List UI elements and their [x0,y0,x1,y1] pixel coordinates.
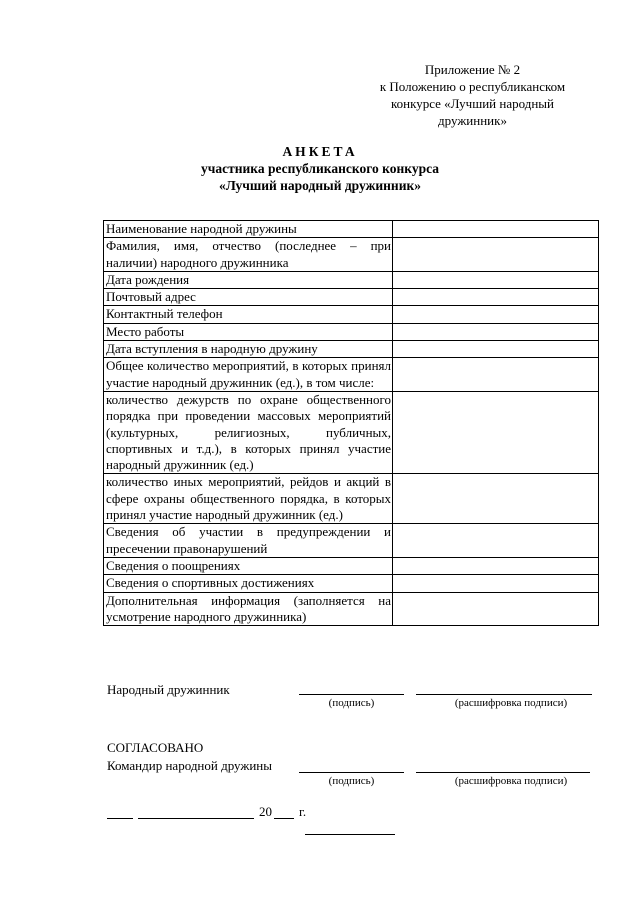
member-decode-caption: (расшифровка подписи) [454,697,568,709]
row-value-field[interactable] [393,306,599,323]
row-label: Контактный телефон [104,306,393,323]
table-row [104,358,599,392]
row-label: Почтовый адрес [104,289,393,306]
annex-line-3: конкурсе «Лучший народный [390,96,554,111]
commander-signature-line[interactable] [299,772,404,773]
row-label: Сведения о поощрениях [104,557,393,574]
title-line-2: участника республиканского конкурса [200,161,439,176]
row-label: Дата рождения [104,271,393,288]
table-row [104,221,599,238]
table-row [104,524,599,558]
commander-decode-line[interactable] [416,772,590,773]
table-row [104,557,599,574]
approval-heading: СОГЛАСОВАНО [107,740,204,755]
row-label: Дополнительная информация (заполняется на усмотрение народного дружинника) [104,592,393,626]
member-signature-label: Народный дружинник [107,682,230,697]
commander-label: Командир народной дружины [107,758,272,773]
member-signature-line[interactable] [299,694,404,695]
date-day-line[interactable] [107,818,133,819]
date-year-prefix: 20 [259,804,272,819]
row-value-field[interactable] [393,557,599,574]
row-value-field[interactable] [393,221,599,238]
row-label: Общее количество мероприятий, в которых принял участие народный дружинник (ед.), в том числе: [104,358,393,392]
row-value-field[interactable] [393,271,599,288]
footer-rule [305,834,395,835]
date-month-line[interactable] [138,818,254,819]
row-label: количество дежурств по охране общественного порядка при проведении массовых мероприятий (культурных, религиозных, публичных, спортивных и т.д.), в которых принял участие народный дружинник (ед.) [104,391,393,473]
annex-line-1: Приложение № 2 [424,62,521,77]
row-label: Сведения об участии в предупреждении и пресечении правонарушений [104,524,393,558]
annex-line-2: к Положению о республиканском [379,79,566,94]
row-value-field[interactable] [393,323,599,340]
table-row [104,306,599,323]
table-row [104,592,599,626]
title-main: АНКЕТА [282,144,358,159]
table-row [104,575,599,592]
questionnaire-table [103,220,599,626]
row-label: Место работы [104,323,393,340]
date-year-line[interactable] [274,818,294,819]
row-value-field[interactable] [393,358,599,392]
annex-line-4: дружинник» [438,113,507,128]
document-title [0,143,640,194]
commander-decode-caption: (расшифровка подписи) [454,775,568,787]
table-row [104,271,599,288]
table-row [104,341,599,358]
table-row [104,289,599,306]
row-value-field[interactable] [393,474,599,524]
date-year-suffix: г. [299,804,307,819]
row-value-field[interactable] [393,391,599,473]
row-label: Наименование народной дружины [104,221,393,238]
title-line-3: «Лучший народный дружинник» [218,178,422,193]
table-row [104,238,599,272]
member-decode-line[interactable] [416,694,592,695]
annex-reference [360,61,585,129]
row-value-field[interactable] [393,289,599,306]
row-label: количество иных мероприятий, рейдов и акций в сфере охраны общественного порядка, в которых принял участие народный дружинник (ед.) [104,474,393,524]
table-row [104,391,599,473]
row-value-field[interactable] [393,575,599,592]
table-row [104,474,599,524]
commander-sign-caption: (подпись) [328,775,375,787]
member-sign-caption: (подпись) [328,697,375,709]
table-row [104,323,599,340]
row-value-field[interactable] [393,341,599,358]
row-value-field[interactable] [393,592,599,626]
row-label: Сведения о спортивных достижениях [104,575,393,592]
row-value-field[interactable] [393,524,599,558]
row-label: Фамилия, имя, отчество (последнее – при наличии) народного дружинника [104,238,393,272]
row-label: Дата вступления в народную дружину [104,341,393,358]
row-value-field[interactable] [393,238,599,272]
